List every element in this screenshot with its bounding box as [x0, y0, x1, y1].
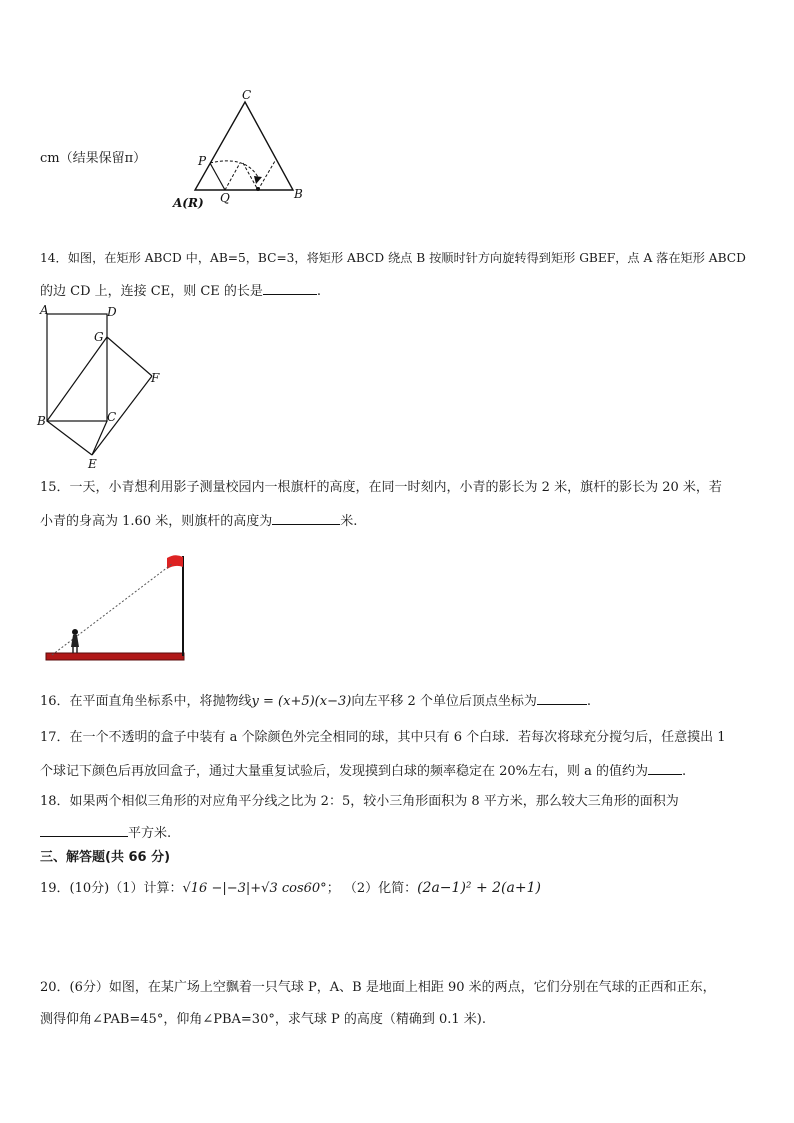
q15-line1: 15．一天，小青想利用影子测量校园内一根旗杆的高度，在同一时刻内，小青的影长为 2 米，旗杆的影长为 20 米，若	[40, 480, 722, 495]
q15-line2	[40, 510, 357, 532]
q16-end: .	[586, 694, 592, 709]
label-b: B	[37, 414, 46, 428]
q17-answer-blank[interactable]	[648, 760, 682, 775]
q18-line2-end: 平方米.	[128, 826, 172, 841]
label-g: G	[94, 330, 104, 344]
q17-line2-end: .	[682, 764, 687, 779]
dashed-line-1	[225, 163, 240, 190]
q17-line1: 17．在一个不透明的盒子中装有 a 个除颜色外完全相同的球，其中只有 6 个白球．若每次将球充分搅匀后，任意摸出 1	[40, 730, 726, 745]
q16-pre: 16．在平面直角坐标系中，将抛物线	[40, 694, 252, 709]
segment-pq	[210, 163, 225, 190]
triangle-abc	[195, 102, 293, 190]
q14-line2	[40, 280, 321, 302]
arrow-head-icon	[254, 176, 262, 184]
segment-eb	[47, 421, 92, 455]
girl-head-icon	[72, 629, 78, 635]
q19-formula1: √16 −|−3|+√3 cos60°	[182, 881, 327, 896]
label-b: B	[294, 187, 303, 201]
q16-line	[40, 690, 591, 712]
q14-line1: 14．如图，在矩形 ABCD 中，AB=5，BC=3，将矩形 ABCD 绕点 B 按顺时针方向旋转得到矩形 GBEF，点 A 落在矩形 ABCD	[40, 251, 746, 265]
q18-line1: 18．如果两个相似三角形的对应角平分线之比为 2：5，较小三角形面积为 8 平方米，那么较大三角形的面积为	[40, 794, 679, 809]
section-heading: 三、解答题(共 66 分)	[40, 850, 171, 865]
q18-answer-blank[interactable]	[40, 822, 128, 837]
q14-answer-blank[interactable]	[263, 280, 317, 295]
segment-bg	[47, 337, 107, 421]
q16-formula: y = (x+5)(x−3)	[251, 694, 352, 709]
segment-gf	[107, 337, 152, 376]
q17-line2	[40, 760, 686, 782]
label-e: E	[88, 457, 97, 471]
label-q: Q	[220, 191, 230, 205]
q19-line	[40, 878, 541, 899]
q17-line2-text: 个球记下颜色后再放回盒子，通过大量重复试验后，发现摸到白球的频率稳定在 20%左右，则 a 的值约为	[40, 764, 649, 779]
label-a: A(R)	[173, 196, 204, 210]
label-a: A	[40, 303, 49, 317]
q15-line2-text: 小青的身高为 1.60 米，则旗杆的高度为	[40, 514, 273, 529]
q13-triangle-figure	[170, 85, 310, 210]
q16-answer-blank[interactable]	[537, 690, 587, 705]
q19-formula2: (2a−1)² + 2(a+1)	[417, 880, 541, 896]
label-f: F	[151, 371, 160, 385]
q14-line2-text: 的边 CD 上，连接 CE，则 CE 的长是	[40, 284, 263, 299]
label-p: P	[198, 154, 207, 168]
q15-flagpole-figure	[40, 548, 190, 668]
label-d: D	[107, 305, 117, 319]
q15-line2-end: 米.	[340, 514, 358, 529]
dashed-line-3	[258, 161, 275, 190]
label-c: C	[242, 88, 252, 102]
ground-bar	[46, 653, 184, 660]
point-dot	[256, 187, 260, 191]
label-c: C	[107, 410, 117, 424]
girl-body-icon	[71, 635, 79, 647]
segment-fe	[92, 376, 152, 455]
q15-answer-blank[interactable]	[272, 510, 340, 525]
q18-line2	[40, 822, 171, 844]
q16-post: 向左平移 2 个单位后顶点坐标为	[351, 694, 537, 709]
q19-pre: 19．(10分)（1）计算：	[40, 881, 183, 896]
q20-line1: 20．(6分）如图，在某广场上空飘着一只气球 P，A、B 是地面上相距 90 米的两点，它们分别在气球的正西和正东，	[40, 980, 716, 995]
flag-icon	[167, 555, 183, 569]
q13-answer-unit: cm（结果保留π）	[40, 151, 147, 166]
q19-mid: ； （2）化简：	[326, 881, 418, 896]
q14-rectangle-figure	[30, 302, 170, 474]
q14-line2-end: .	[316, 284, 322, 299]
q20-line2: 测得仰角∠PAB=45°，仰角∠PBA=30°，求气球 P 的高度（精确到 0.1 米).	[40, 1012, 486, 1027]
sun-ray-line	[52, 564, 172, 655]
